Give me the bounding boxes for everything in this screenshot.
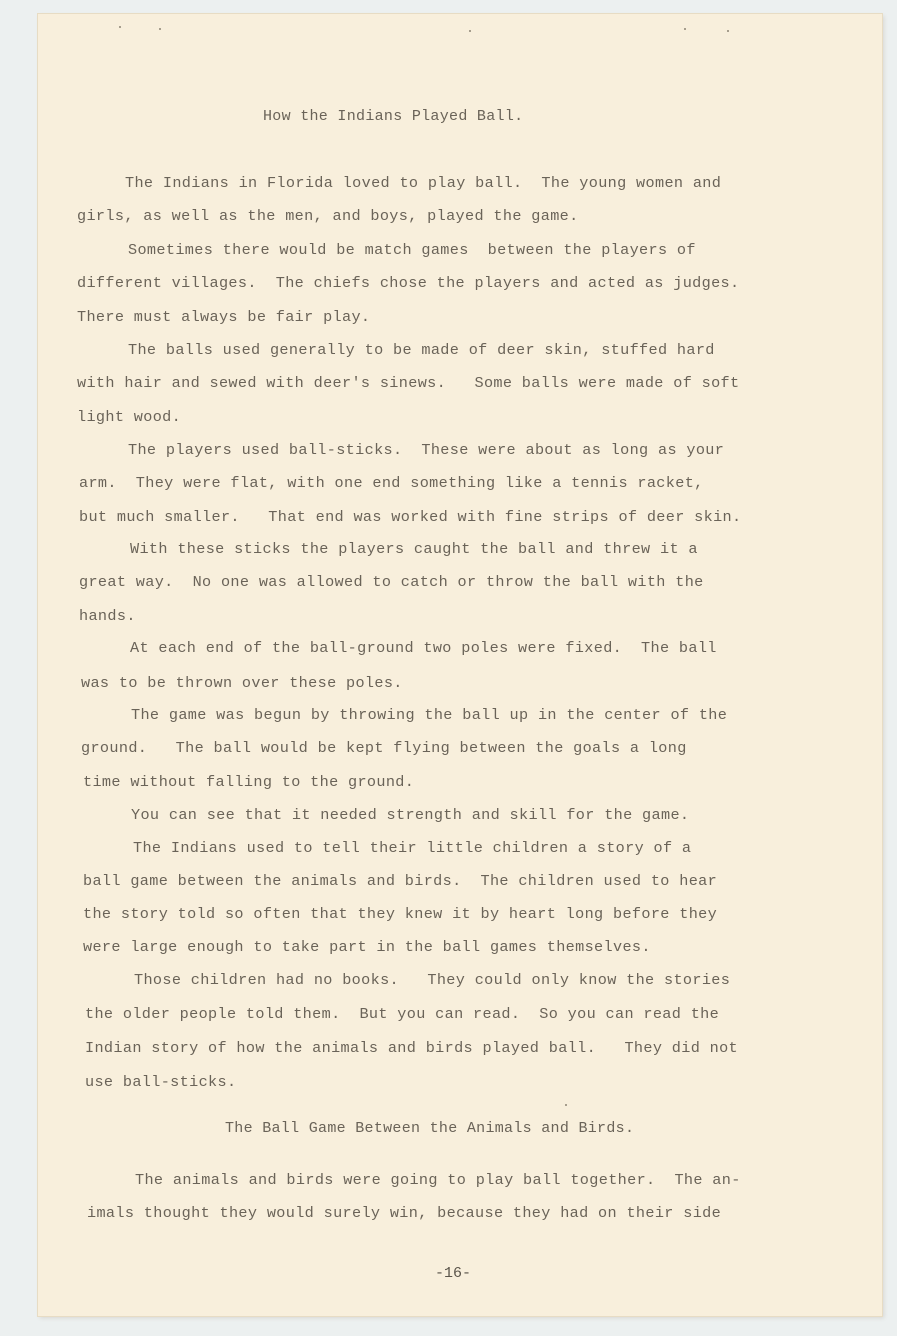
ink-speck bbox=[469, 30, 471, 32]
text-line: girls, as well as the men, and boys, played the game. bbox=[77, 207, 579, 225]
text-line: with hair and sewed with deer's sinews. Some balls were made of soft bbox=[77, 374, 740, 392]
text-line: Sometimes there would be match games between the players of bbox=[128, 241, 696, 259]
text-line: Those children had no books. They could only know the stories bbox=[134, 971, 731, 989]
text-line: The game was begun by throwing the ball up in the center of the bbox=[131, 706, 728, 724]
page-title: How the Indians Played Ball. bbox=[263, 108, 524, 125]
text-line: The Indians used to tell their little children a story of a bbox=[133, 839, 692, 857]
text-line: At each end of the ball-ground two poles were fixed. The ball bbox=[130, 639, 717, 657]
text-line: arm. They were flat, with one end something like a tennis racket, bbox=[79, 474, 704, 492]
text-line: ground. The ball would be kept flying between the goals a long bbox=[81, 739, 687, 757]
text-line: but much smaller. That end was worked with fine strips of deer skin. bbox=[79, 508, 742, 526]
text-line: the older people told them. But you can read. So you can read the bbox=[85, 1005, 720, 1023]
ink-speck bbox=[159, 28, 161, 30]
text-line: There must always be fair play. bbox=[77, 308, 371, 326]
text-line: The Indians in Florida loved to play ball. The young women and bbox=[125, 174, 722, 192]
text-line: great way. No one was allowed to catch or throw the ball with the bbox=[79, 573, 704, 591]
text-line: ball game between the animals and birds. The children used to hear bbox=[83, 872, 718, 890]
text-line: was to be thrown over these poles. bbox=[81, 674, 403, 692]
ink-speck bbox=[684, 28, 686, 30]
text-line: light wood. bbox=[77, 408, 182, 426]
ink-speck bbox=[727, 30, 729, 32]
text-line: You can see that it needed strength and skill for the game. bbox=[131, 806, 690, 824]
text-line: hands. bbox=[79, 607, 136, 625]
text-line: imals thought they would surely win, because they had on their side bbox=[87, 1204, 722, 1222]
page-number: -16- bbox=[435, 1265, 472, 1282]
text-line: use ball-sticks. bbox=[85, 1073, 237, 1091]
text-line: With these sticks the players caught the ball and threw it a bbox=[130, 540, 698, 558]
ink-speck bbox=[565, 1104, 567, 1106]
text-line: were large enough to take part in the ball games themselves. bbox=[83, 938, 651, 956]
text-line: Indian story of how the animals and birds played ball. They did not bbox=[85, 1039, 739, 1057]
text-line: The animals and birds were going to play ball together. The an- bbox=[135, 1171, 741, 1189]
text-line: the story told so often that they knew it by heart long before they bbox=[83, 905, 718, 923]
text-line: The balls used generally to be made of deer skin, stuffed hard bbox=[128, 341, 715, 359]
text-line: time without falling to the ground. bbox=[83, 773, 415, 791]
section-heading: The Ball Game Between the Animals and Birds. bbox=[225, 1120, 635, 1137]
text-line: The players used ball-sticks. These were about as long as your bbox=[128, 441, 725, 459]
document-page bbox=[38, 14, 882, 1316]
ink-speck bbox=[119, 26, 121, 28]
text-line: different villages. The chiefs chose the players and acted as judges. bbox=[77, 274, 740, 292]
